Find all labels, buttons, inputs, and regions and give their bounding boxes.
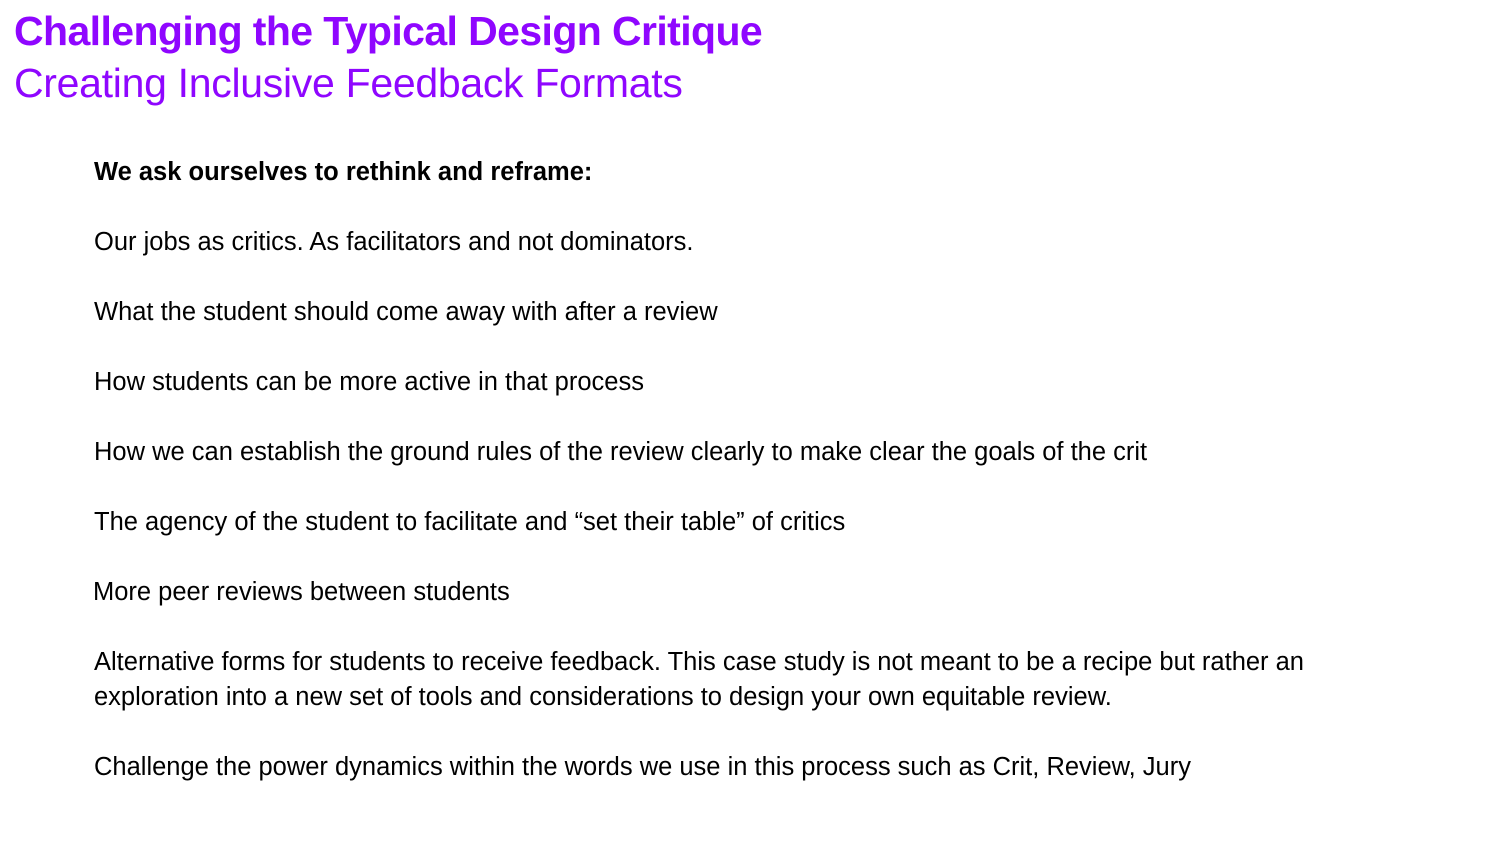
body-item-ground-rules: How we can establish the ground rules of the review clearly to make clear the goals of the crit — [94, 438, 1148, 466]
slide-subtitle: Creating Inclusive Feedback Formats — [14, 60, 683, 106]
body-item-peer-reviews: More peer reviews between students — [93, 578, 510, 606]
body-item-power-dynamics: Challenge the power dynamics within the words we use in this process such as Crit, Review, Jury — [94, 753, 1191, 781]
body-item-critics-role: Our jobs as critics. As facilitators and not dominators. — [94, 228, 694, 256]
body-item-student-outcome: What the student should come away with after a review — [94, 298, 718, 326]
slide-body — [94, 155, 1424, 820]
body-item-alternative-forms: Alternative forms for students to receive feedback. This case study is not meant to be a recipe but rather an exploration into a new set of tools and considerations to design your own equitable review. — [94, 648, 1304, 711]
slide-title: Challenging the Typical Design Critique — [14, 8, 763, 54]
body-item-student-agency: The agency of the student to facilitate and “set their table” of critics — [94, 508, 846, 536]
body-heading: We ask ourselves to rethink and reframe: — [94, 158, 593, 186]
body-item-student-activity: How students can be more active in that process — [94, 368, 644, 396]
